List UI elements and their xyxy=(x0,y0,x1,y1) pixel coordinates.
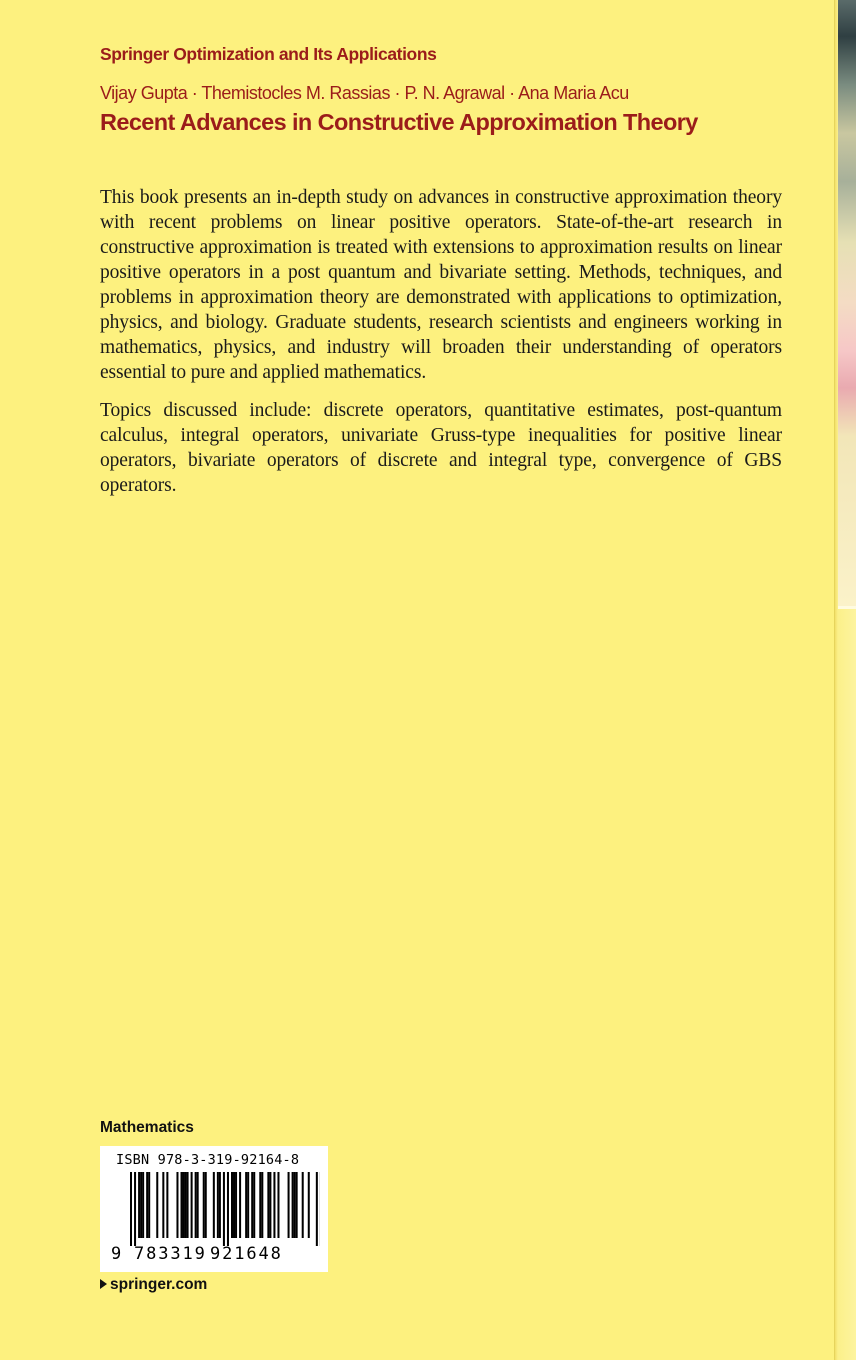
author-list: Vijay Gupta · Themistocles M. Rassias · P. N. Agrawal · Ana Maria Acu xyxy=(100,83,629,103)
barcode-bar xyxy=(235,1172,237,1238)
barcode-bar xyxy=(288,1172,290,1238)
barcode-bar xyxy=(185,1172,187,1238)
barcode-bar xyxy=(261,1172,263,1238)
barcode-bar xyxy=(176,1172,178,1238)
isbn-label: ISBN 978-3-319-92164-8 xyxy=(116,1152,300,1168)
barcode-bar xyxy=(217,1172,219,1238)
book-title: Recent Advances in Constructive Approximation Theory xyxy=(100,109,698,135)
barcode-bar xyxy=(245,1172,247,1238)
series-title: Springer Optimization and Its Applications xyxy=(100,44,437,64)
spine-divider xyxy=(838,606,856,609)
barcode-bar xyxy=(191,1172,193,1238)
barcode-bar xyxy=(138,1172,140,1238)
barcode-bar xyxy=(156,1172,158,1238)
website-link[interactable] xyxy=(100,1276,207,1294)
barcode-bar xyxy=(181,1172,183,1238)
barcode-bar xyxy=(259,1172,261,1238)
barcode-bar xyxy=(187,1172,189,1238)
barcode-bar xyxy=(269,1172,271,1238)
barcode-icon xyxy=(108,1172,320,1246)
barcode-bar xyxy=(134,1172,136,1246)
barcode-bar xyxy=(130,1172,132,1246)
triangle-right-icon xyxy=(100,1279,107,1289)
description-paragraph: This book presents an in-depth study on advances in constructive approximation theory with recent problems on linear positive operators. State-of-the-art research in constructive approximation is treated with extensions to approximation results on linear positive operators in a post quantum and bivariate setting. Methods, techniques, and problems in approximation theory are demonstrated with applications to optimization, physics, and biology. Graduate students, research scientists and engineers working in mathematics, physics, and industry will broaden their understanding of operators essential to pure and applied mathematics. xyxy=(100,187,782,383)
barcode-bar xyxy=(162,1172,164,1238)
barcode-bar xyxy=(302,1172,304,1238)
subject-category: Mathematics xyxy=(100,1119,194,1136)
barcode-bar xyxy=(183,1172,185,1238)
barcode-bar xyxy=(253,1172,255,1238)
topics-paragraph: Topics discussed include: discrete operators, quantitative estimates, post-quantum calculus, integral operators, univariate Gruss-type inequalities for positive linear operators, bivariate operators of discrete and integral type, convergence of GBS operators. xyxy=(100,400,782,496)
ean-left-digits: 783319 xyxy=(134,1244,207,1264)
barcode-bar xyxy=(219,1172,221,1238)
barcode-bar xyxy=(277,1172,279,1238)
barcode-bar xyxy=(308,1172,310,1238)
barcode-bar xyxy=(166,1172,168,1238)
barcode-bar xyxy=(146,1172,148,1238)
website-label: springer.com xyxy=(110,1276,208,1293)
barcode-bar xyxy=(195,1172,197,1238)
barcode-bar xyxy=(251,1172,253,1238)
barcode-bar xyxy=(316,1172,318,1246)
barcode-bar xyxy=(231,1172,233,1238)
barcode-bar xyxy=(292,1172,294,1238)
barcode-bar xyxy=(233,1172,235,1238)
barcode-bar xyxy=(140,1172,142,1238)
spine-artwork xyxy=(838,0,856,606)
barcode-bar xyxy=(294,1172,296,1238)
barcode-bar xyxy=(148,1172,150,1238)
barcode-bar xyxy=(267,1172,269,1238)
barcode-bar xyxy=(213,1172,215,1238)
barcode-bar xyxy=(203,1172,205,1238)
barcode-bar xyxy=(296,1172,298,1238)
barcode-bar xyxy=(227,1172,229,1246)
barcode-bar xyxy=(223,1172,225,1246)
barcode-bar xyxy=(247,1172,249,1238)
barcode-bar xyxy=(273,1172,275,1238)
ean-first-digit: 9 xyxy=(111,1244,122,1264)
barcode-bar xyxy=(239,1172,241,1238)
barcode-bar xyxy=(205,1172,207,1238)
barcode-bar xyxy=(142,1172,144,1238)
barcode-bar xyxy=(197,1172,199,1238)
ean-right-digits: 921648 xyxy=(210,1244,283,1264)
